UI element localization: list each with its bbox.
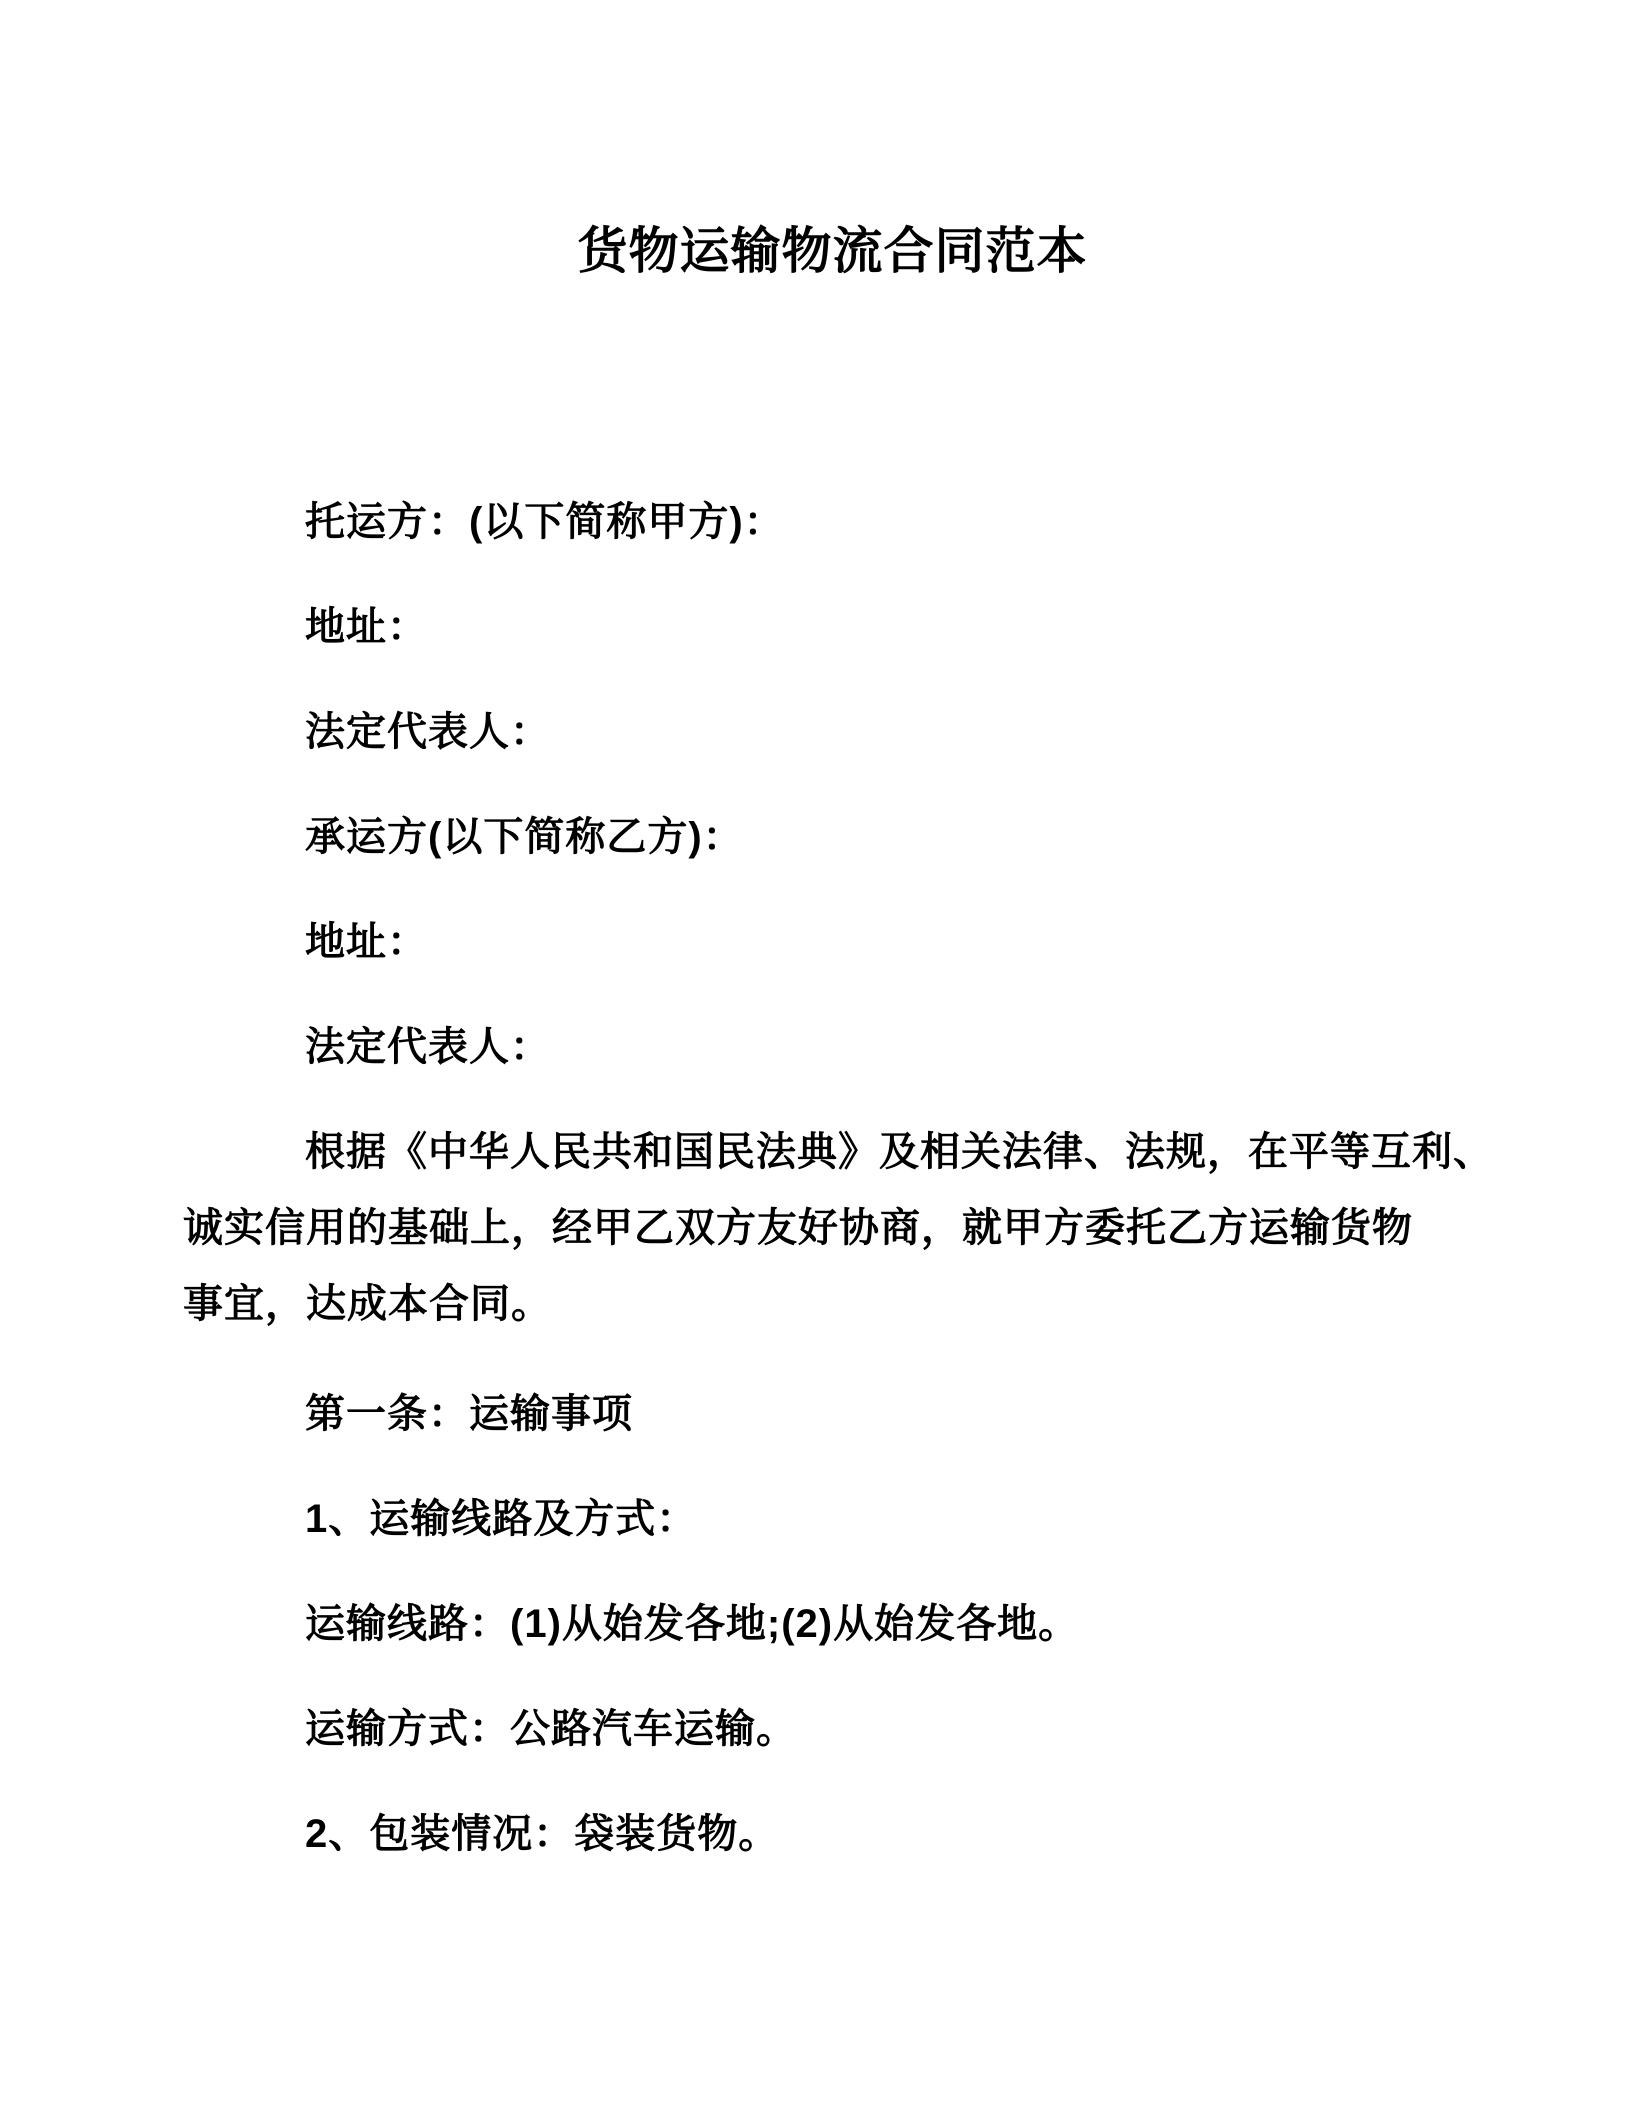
clause-packaging: 2、包装情况：袋装货物。	[305, 1812, 780, 1856]
preamble-line-1: 根据《中华人民共和国民法典》及相关法律、法规，在平等互利、	[305, 1130, 1494, 1174]
party-carrier-representative-line: 法定代表人：	[305, 1025, 551, 1069]
party-carrier-line: 承运方(以下简称乙方)：	[305, 815, 744, 859]
preamble-paragraph	[183, 1114, 1494, 1342]
preamble-line-2: 诚实信用的基础上，经甲乙双方友好协商，就甲方委托乙方运输货物	[183, 1206, 1413, 1250]
article-1-heading: 第一条：运输事项	[305, 1392, 633, 1436]
party-carrier-address-line: 地址：	[305, 920, 428, 964]
document-title: 货物运输物流合同范本	[577, 223, 1088, 279]
party-shipper-representative-line: 法定代表人：	[305, 710, 551, 754]
party-shipper-address-line: 地址：	[305, 605, 428, 649]
party-shipper-line: 托运方：(以下简称甲方)：	[305, 500, 785, 544]
clause-transport-route: 运输线路：(1)从始发各地;(2)从始发各地。	[305, 1602, 1080, 1646]
preamble-line-3: 事宜，达成本合同。	[183, 1282, 552, 1326]
clause-transport-mode: 运输方式：公路汽车运输。	[305, 1707, 797, 1751]
clause-route-and-mode-heading: 1、运输线路及方式：	[305, 1497, 698, 1541]
